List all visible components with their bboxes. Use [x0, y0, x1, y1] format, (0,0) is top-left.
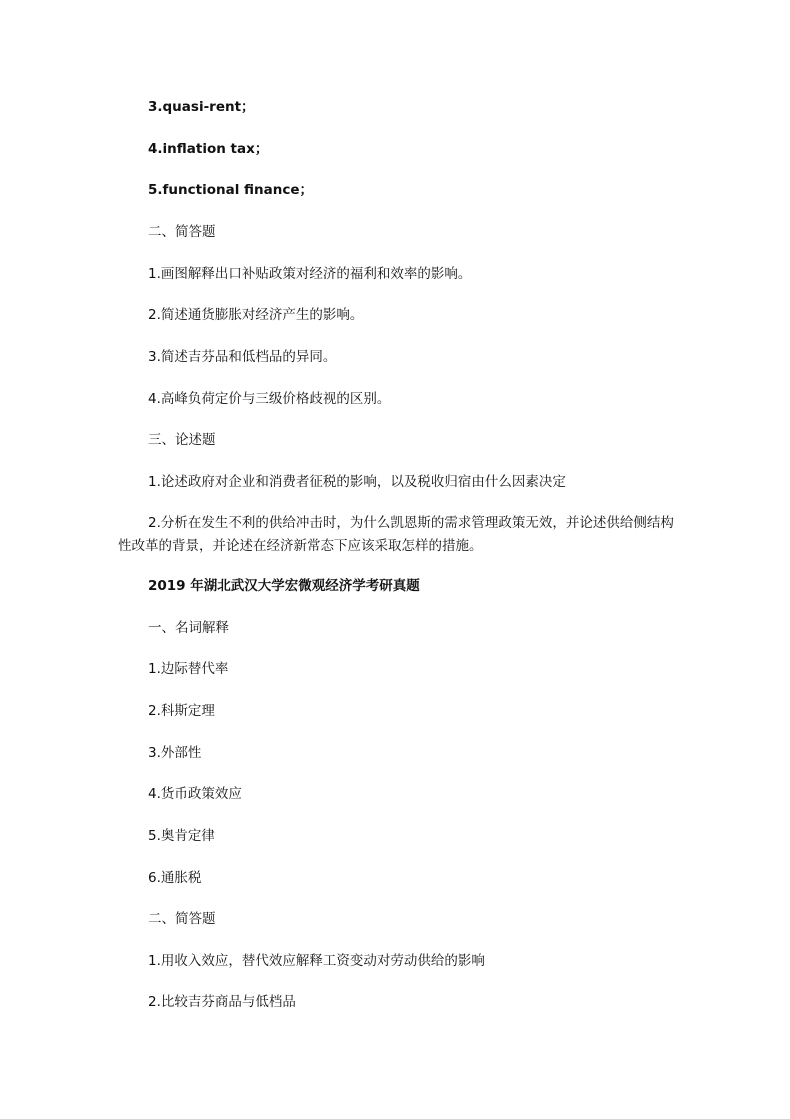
- text-paragraph: 2.分析在发生不利的供给冲击时，为什么凯恩斯的需求管理政策无效，并论述供给侧结构性改革的背景，并论述在经济新常态下应该采取怎样的措施。: [118, 515, 674, 554]
- text-line: 1.画图解释出口补贴政策对经济的福利和效率的影响。: [148, 266, 472, 282]
- section-heading: 二、简答题: [148, 911, 216, 927]
- text-line: 1.用收入效应，替代效应解释工资变动对劳动供给的影响: [148, 953, 485, 969]
- text-line: 2.简述通货膨胀对经济产生的影响。: [148, 307, 364, 323]
- text-line: 5.functional finance；: [148, 182, 314, 198]
- text-line: 1.论述政府对企业和消费者征税的影响，以及税收归宿由什么因素决定: [148, 474, 566, 490]
- text-line: 4.货币政策效应: [148, 786, 242, 802]
- section-heading: 二、简答题: [148, 224, 216, 240]
- section-heading: 三、论述题: [148, 432, 216, 448]
- text-line: 2.科斯定理: [148, 703, 215, 719]
- text-line: 1.边际替代率: [148, 661, 229, 677]
- section-heading: 一、名词解释: [148, 620, 229, 636]
- text-line: 3.外部性: [148, 745, 202, 761]
- text-line: 4.inflation tax；: [148, 141, 269, 157]
- text-line: 6.通胀税: [148, 870, 202, 886]
- text-line: 2.比较吉芬商品与低档品: [148, 994, 296, 1010]
- text-line: 4.高峰负荷定价与三级价格歧视的区别。: [148, 391, 391, 407]
- text-line: 3.简述吉芬品和低档品的异同。: [148, 349, 337, 365]
- text-line: 5.奥肯定律: [148, 828, 215, 844]
- document-title: 2019 年湖北武汉大学宏微观经济学考研真题: [148, 578, 420, 594]
- text-line: 3.quasi-rent；: [148, 99, 255, 115]
